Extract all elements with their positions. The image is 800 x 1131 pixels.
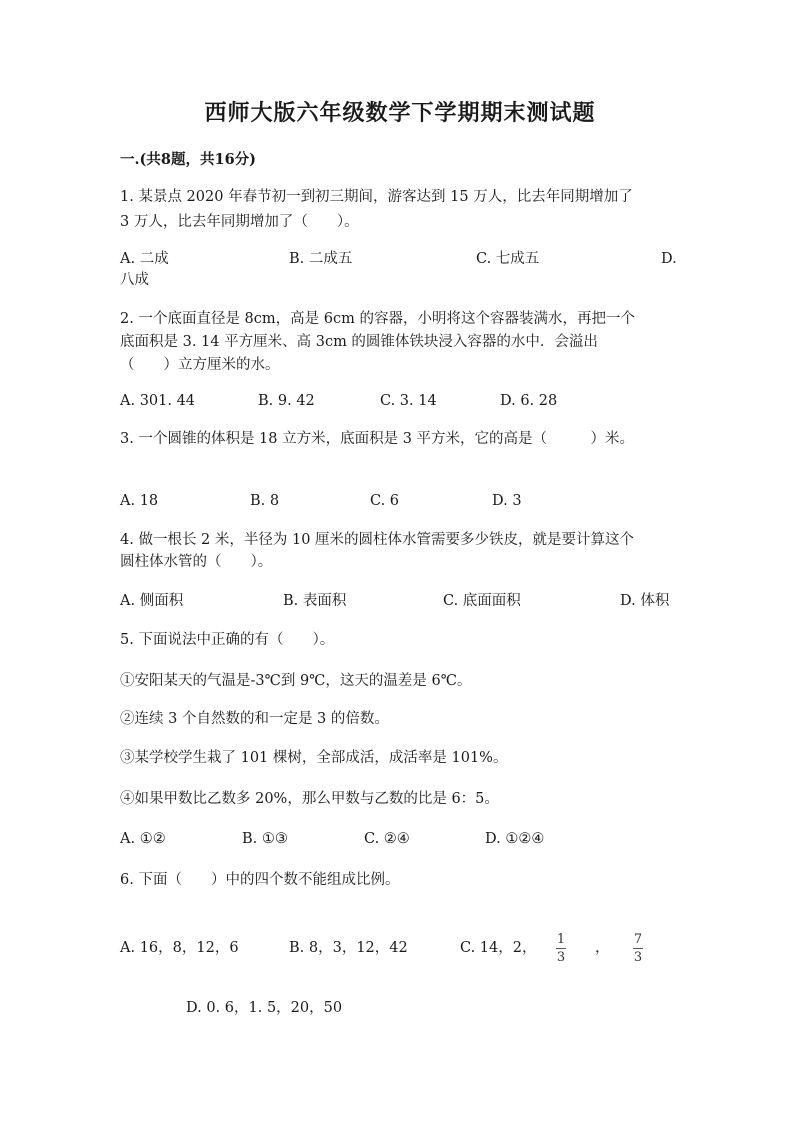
question-6-option-d: D. 0. 6，1. 5，20，50 xyxy=(186,1000,343,1016)
question-4-line-1: 4. 做一根长 2 米，半径为 10 厘米的圆柱体水管需要多少铁皮，就是要计算这个 xyxy=(120,532,635,548)
question-1-option-b: B. 二成五 xyxy=(289,251,353,267)
question-5-statement-4: ④如果甲数比乙数多 20%，那么甲数与乙数的比是 6：5。 xyxy=(120,791,499,807)
question-4-option-d: D. 体积 xyxy=(620,593,670,609)
question-6-fraction-1 xyxy=(556,932,566,965)
question-2-option-a: A. 301. 44 xyxy=(120,393,196,409)
question-2-option-d: D. 6. 28 xyxy=(500,393,558,409)
fraction-2-bar xyxy=(633,948,643,949)
question-2-line-1: 2. 一个底面直径是 8cm，高是 6cm 的容器，小明将这个容器装满水，再把一个 xyxy=(120,311,635,327)
question-1-option-d-text: 八成 xyxy=(120,272,149,288)
question-6-option-c: C. 14，2， xyxy=(460,940,537,956)
question-2-option-c: C. 3. 14 xyxy=(380,393,437,409)
question-5-option-a: A. ①② xyxy=(120,831,166,847)
question-5-option-b: B. ①③ xyxy=(242,831,288,847)
question-6-option-a: A. 16，8，12，6 xyxy=(120,940,239,956)
fraction-2-denominator: 3 xyxy=(633,950,643,965)
page-title: 西师大版六年级数学下学期期末测试题 xyxy=(204,100,596,126)
fraction-1-bar xyxy=(556,948,566,949)
section-heading: 一.(共8题，共16分) xyxy=(120,151,257,168)
question-5-line-1: 5. 下面说法中正确的有（ ）。 xyxy=(120,632,335,648)
question-1-option-a: A. 二成 xyxy=(120,251,169,267)
fraction-2-numerator: 7 xyxy=(633,932,643,947)
question-5-statement-3: ③某学校学生栽了 101 棵树，全部成活，成活率是 101%。 xyxy=(120,750,508,766)
question-3-line-1: 3. 一个圆锥的体积是 18 立方米，底面积是 3 平方米，它的高是（ ）米。 xyxy=(120,431,635,447)
question-1-line-1: 1. 某景点 2020 年春节初一到初三期间，游客达到 15 万人，比去年同期增加了 xyxy=(120,189,633,205)
fraction-1-numerator: 1 xyxy=(556,932,566,947)
question-2-line-2: 底面积是 3. 14 平方厘米、高 3cm 的圆锥体铁块浸入容器的水中．会溢出 xyxy=(120,334,598,350)
fraction-1-denominator: 3 xyxy=(556,950,566,965)
question-6-line-1: 6. 下面（ ）中的四个数不能组成比例。 xyxy=(120,872,400,888)
question-3-option-d: D. 3 xyxy=(492,493,522,509)
question-5-statement-1: ①安阳某天的气温是-3℃到 9℃，这天的温差是 6℃。 xyxy=(120,673,472,689)
question-1-line-2: 3 万人，比去年同期增加了（ ）。 xyxy=(120,214,359,230)
question-3-option-a: A. 18 xyxy=(120,493,159,509)
question-3-option-c: C. 6 xyxy=(370,493,400,509)
question-5-option-c: C. ②④ xyxy=(364,831,410,847)
question-6-option-c-separator: ， xyxy=(595,940,610,956)
question-4-line-2: 圆柱体水管的（ ）。 xyxy=(120,554,273,570)
question-6-option-b: B. 8，3，12，42 xyxy=(289,940,408,956)
question-1-option-d-label: D. xyxy=(661,251,677,267)
question-6-fraction-2 xyxy=(633,932,643,965)
question-2-line-3: （ ）立方厘米的水。 xyxy=(120,357,280,373)
question-4-option-b: B. 表面积 xyxy=(283,593,347,609)
question-5-statement-2: ②连续 3 个自然数的和一定是 3 的倍数。 xyxy=(120,711,389,727)
question-4-option-a: A. 侧面积 xyxy=(120,593,184,609)
question-2-option-b: B. 9. 42 xyxy=(258,393,315,409)
question-5-option-d: D. ①②④ xyxy=(485,831,545,847)
question-1-option-c: C. 七成五 xyxy=(476,251,540,267)
question-3-option-b: B. 8 xyxy=(250,493,280,509)
question-4-option-c: C. 底面面积 xyxy=(443,593,521,609)
